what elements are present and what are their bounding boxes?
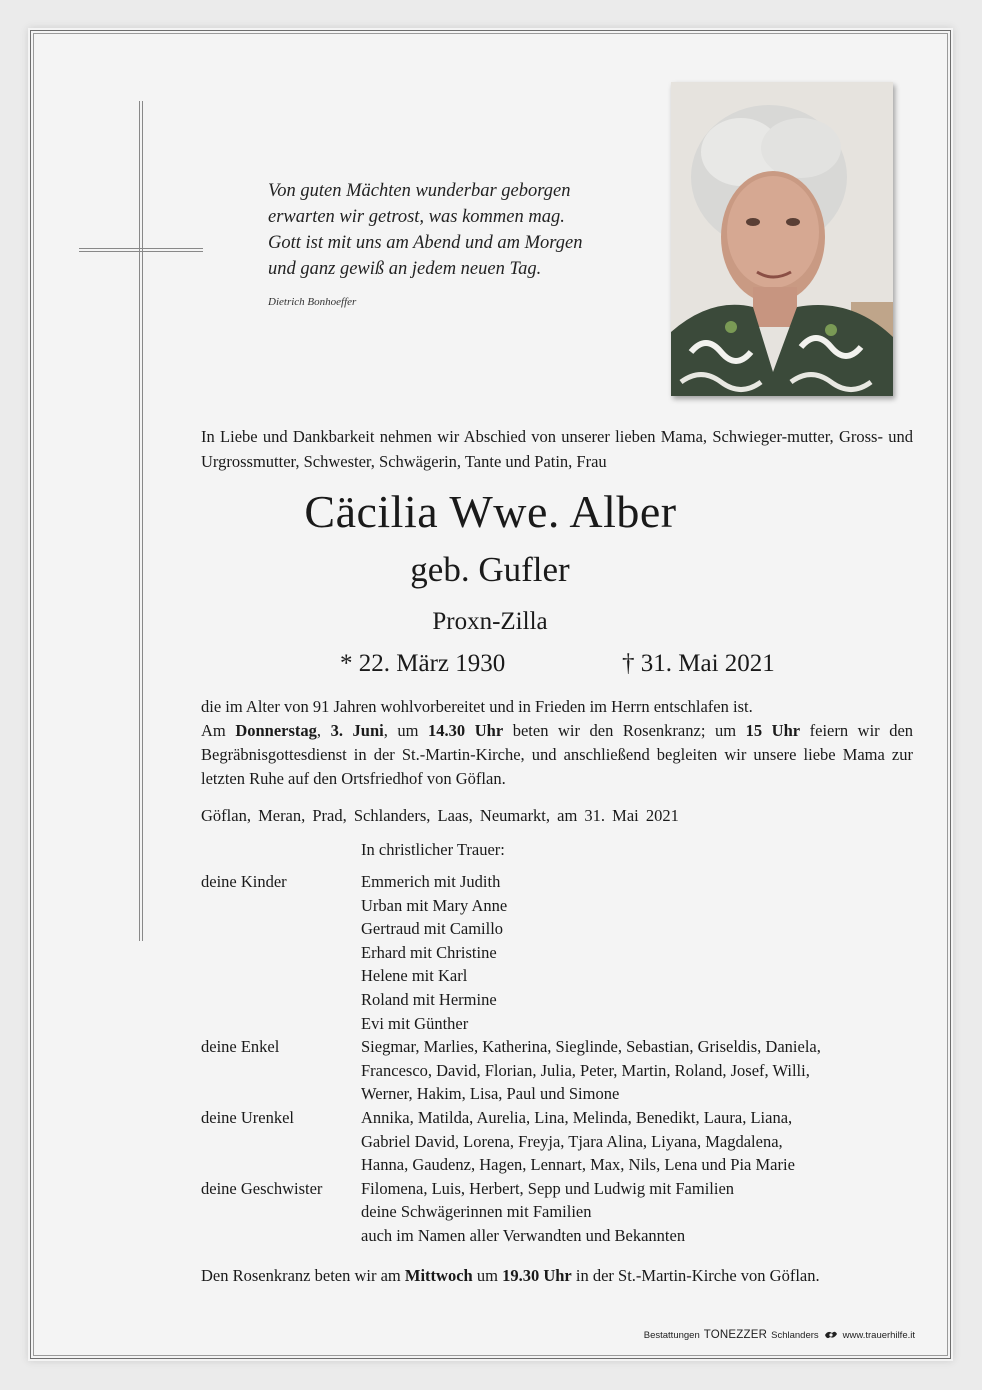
footer-brand: TONEZZER [703, 1329, 768, 1341]
mourner-line: Siegmar, Marlies, Katherina, Sieglinde, Sebastian, Griseldis, Daniela, [361, 1037, 821, 1057]
text-fragment: Am [201, 721, 236, 740]
mourner-line: Erhard mit Christine [361, 942, 497, 962]
places-date: Göflan, Meran, Prad, Schlanders, Laas, Neumarkt, am 31. Mai 2021 [201, 806, 679, 825]
mourner-line: auch im Namen aller Verwandten und Bekannten [361, 1225, 686, 1245]
mourners-list [201, 870, 921, 1248]
rosary-day: Mittwoch [404, 1266, 473, 1285]
mourner-group-label: deine Kinder [201, 872, 287, 891]
mourner-group-names [361, 1106, 921, 1177]
poem-line: Gott ist mit uns am Abend und am Morgen [268, 233, 583, 253]
mourning-label: In christlicher Trauer: [361, 840, 505, 859]
footer-credit [644, 1329, 915, 1341]
deceased-name: Cäcilia Wwe. Alber [304, 486, 677, 537]
rosary-time: 19.30 Uhr [502, 1266, 572, 1285]
poem-line: und ganz gewiß an jedem neuen Tag. [268, 259, 542, 279]
text-fragment: beten wir den Rosenkranz; um [503, 721, 746, 740]
trauerhilfe-logo-icon [823, 1329, 839, 1341]
mourner-group-label: deine Urenkel [201, 1107, 294, 1127]
birth-date: * 22. März 1930 [340, 650, 506, 677]
mourner-line: Filomena, Luis, Herbert, Sepp und Ludwig mit Familien [361, 1178, 735, 1198]
mass-time: 15 Uhr [745, 721, 801, 740]
ceremony-day: Donnerstag [235, 721, 317, 740]
mourner-group [201, 870, 921, 1035]
mourner-line: Gabriel David, Lorena, Freyja, Tjara Alina, Liyana, Magdalena, [361, 1131, 783, 1151]
text-fragment: , um [383, 721, 429, 740]
mourner-group-names [361, 1035, 921, 1106]
text-fragment: um [472, 1266, 503, 1285]
portrait-photo [671, 82, 893, 396]
mourner-group [201, 1177, 921, 1248]
poem [268, 178, 668, 282]
rosary-time: 14.30 Uhr [428, 721, 504, 740]
mourner-line: Gertraud mit Camillo [361, 919, 504, 939]
obituary-card [28, 28, 953, 1361]
text-fragment: in der St.-Martin-Kirche von Göflan. [571, 1266, 820, 1285]
mourner-line: Emmerich mit Judith [361, 872, 501, 891]
mourner-line: Werner, Hakim, Lisa, Paul und Simone [361, 1084, 620, 1104]
mourner-line: Annika, Matilda, Aurelia, Lina, Melinda, Benedikt, Laura, Liana, [361, 1107, 793, 1127]
poem-line: Von guten Mächten wunderbar geborgen [268, 181, 571, 201]
mourner-line: Evi mit Günther [361, 1013, 469, 1033]
passing-line: die im Alter von 91 Jahren wohlvorbereitet und in Frieden im Herrn entschlafen ist. [201, 697, 753, 716]
ceremony-paragraph [201, 719, 913, 791]
intro-text: In Liebe und Dankbarkeit nehmen wir Abschied von unserer lieben Mama, Schwieger-mutter, Gross- und Urgrossmutter, Schwester, Schwägerin, Tante und Patin, Frau [201, 427, 913, 471]
poem-line: erwarten wir getrost, was kommen mag. [268, 207, 565, 227]
mourner-group-label: deine Enkel [201, 1037, 280, 1057]
mourner-line: Hanna, Gaudenz, Hagen, Lennart, Max, Nils, Lena und Pia Marie [361, 1155, 795, 1175]
mourner-line: Helene mit Karl [361, 966, 468, 986]
birth-name: geb. Gufler [410, 550, 570, 589]
mourner-group [201, 1035, 921, 1106]
footer-prefix: Bestattungen [643, 1329, 700, 1341]
rosary-note [201, 1264, 921, 1288]
mourner-group-label: deine Geschwister [201, 1178, 323, 1198]
nickname: Proxn-Zilla [432, 608, 548, 635]
cross-line [79, 248, 203, 249]
text-fragment: Den Rosenkranz beten wir am [201, 1266, 405, 1285]
ceremony-date: 3. Juni [330, 721, 384, 740]
mourner-line: Urban mit Mary Anne [361, 895, 508, 915]
mourner-line: Roland mit Hermine [361, 989, 497, 1009]
poem-author: Dietrich Bonhoeffer [268, 296, 357, 308]
footer-url[interactable]: www.trauerhilfe.it [842, 1329, 915, 1341]
footer-town: Schlanders [771, 1329, 819, 1341]
mourner-line: deine Schwägerinnen mit Familien [361, 1202, 592, 1222]
mourner-group-names [361, 1177, 921, 1248]
portrait-illustration [671, 82, 893, 396]
funeral-details [201, 695, 913, 791]
text-fragment: feiern wir den Begräbnisgottesdienst in der St.-Martin-Kirche, und anschließend begleiten wir unsere liebe Mama zur letzten Ruhe auf den Ortsfriedhof von Göflan. [201, 721, 914, 788]
death-date: † 31. Mai 2021 [622, 650, 775, 677]
text-fragment: , [316, 721, 331, 740]
mourner-group-names [361, 870, 921, 1035]
cross-line [79, 251, 203, 252]
mourner-line: Francesco, David, Florian, Julia, Peter, Martin, Roland, Josef, Willi, [361, 1060, 810, 1080]
mourner-group [201, 1106, 921, 1177]
